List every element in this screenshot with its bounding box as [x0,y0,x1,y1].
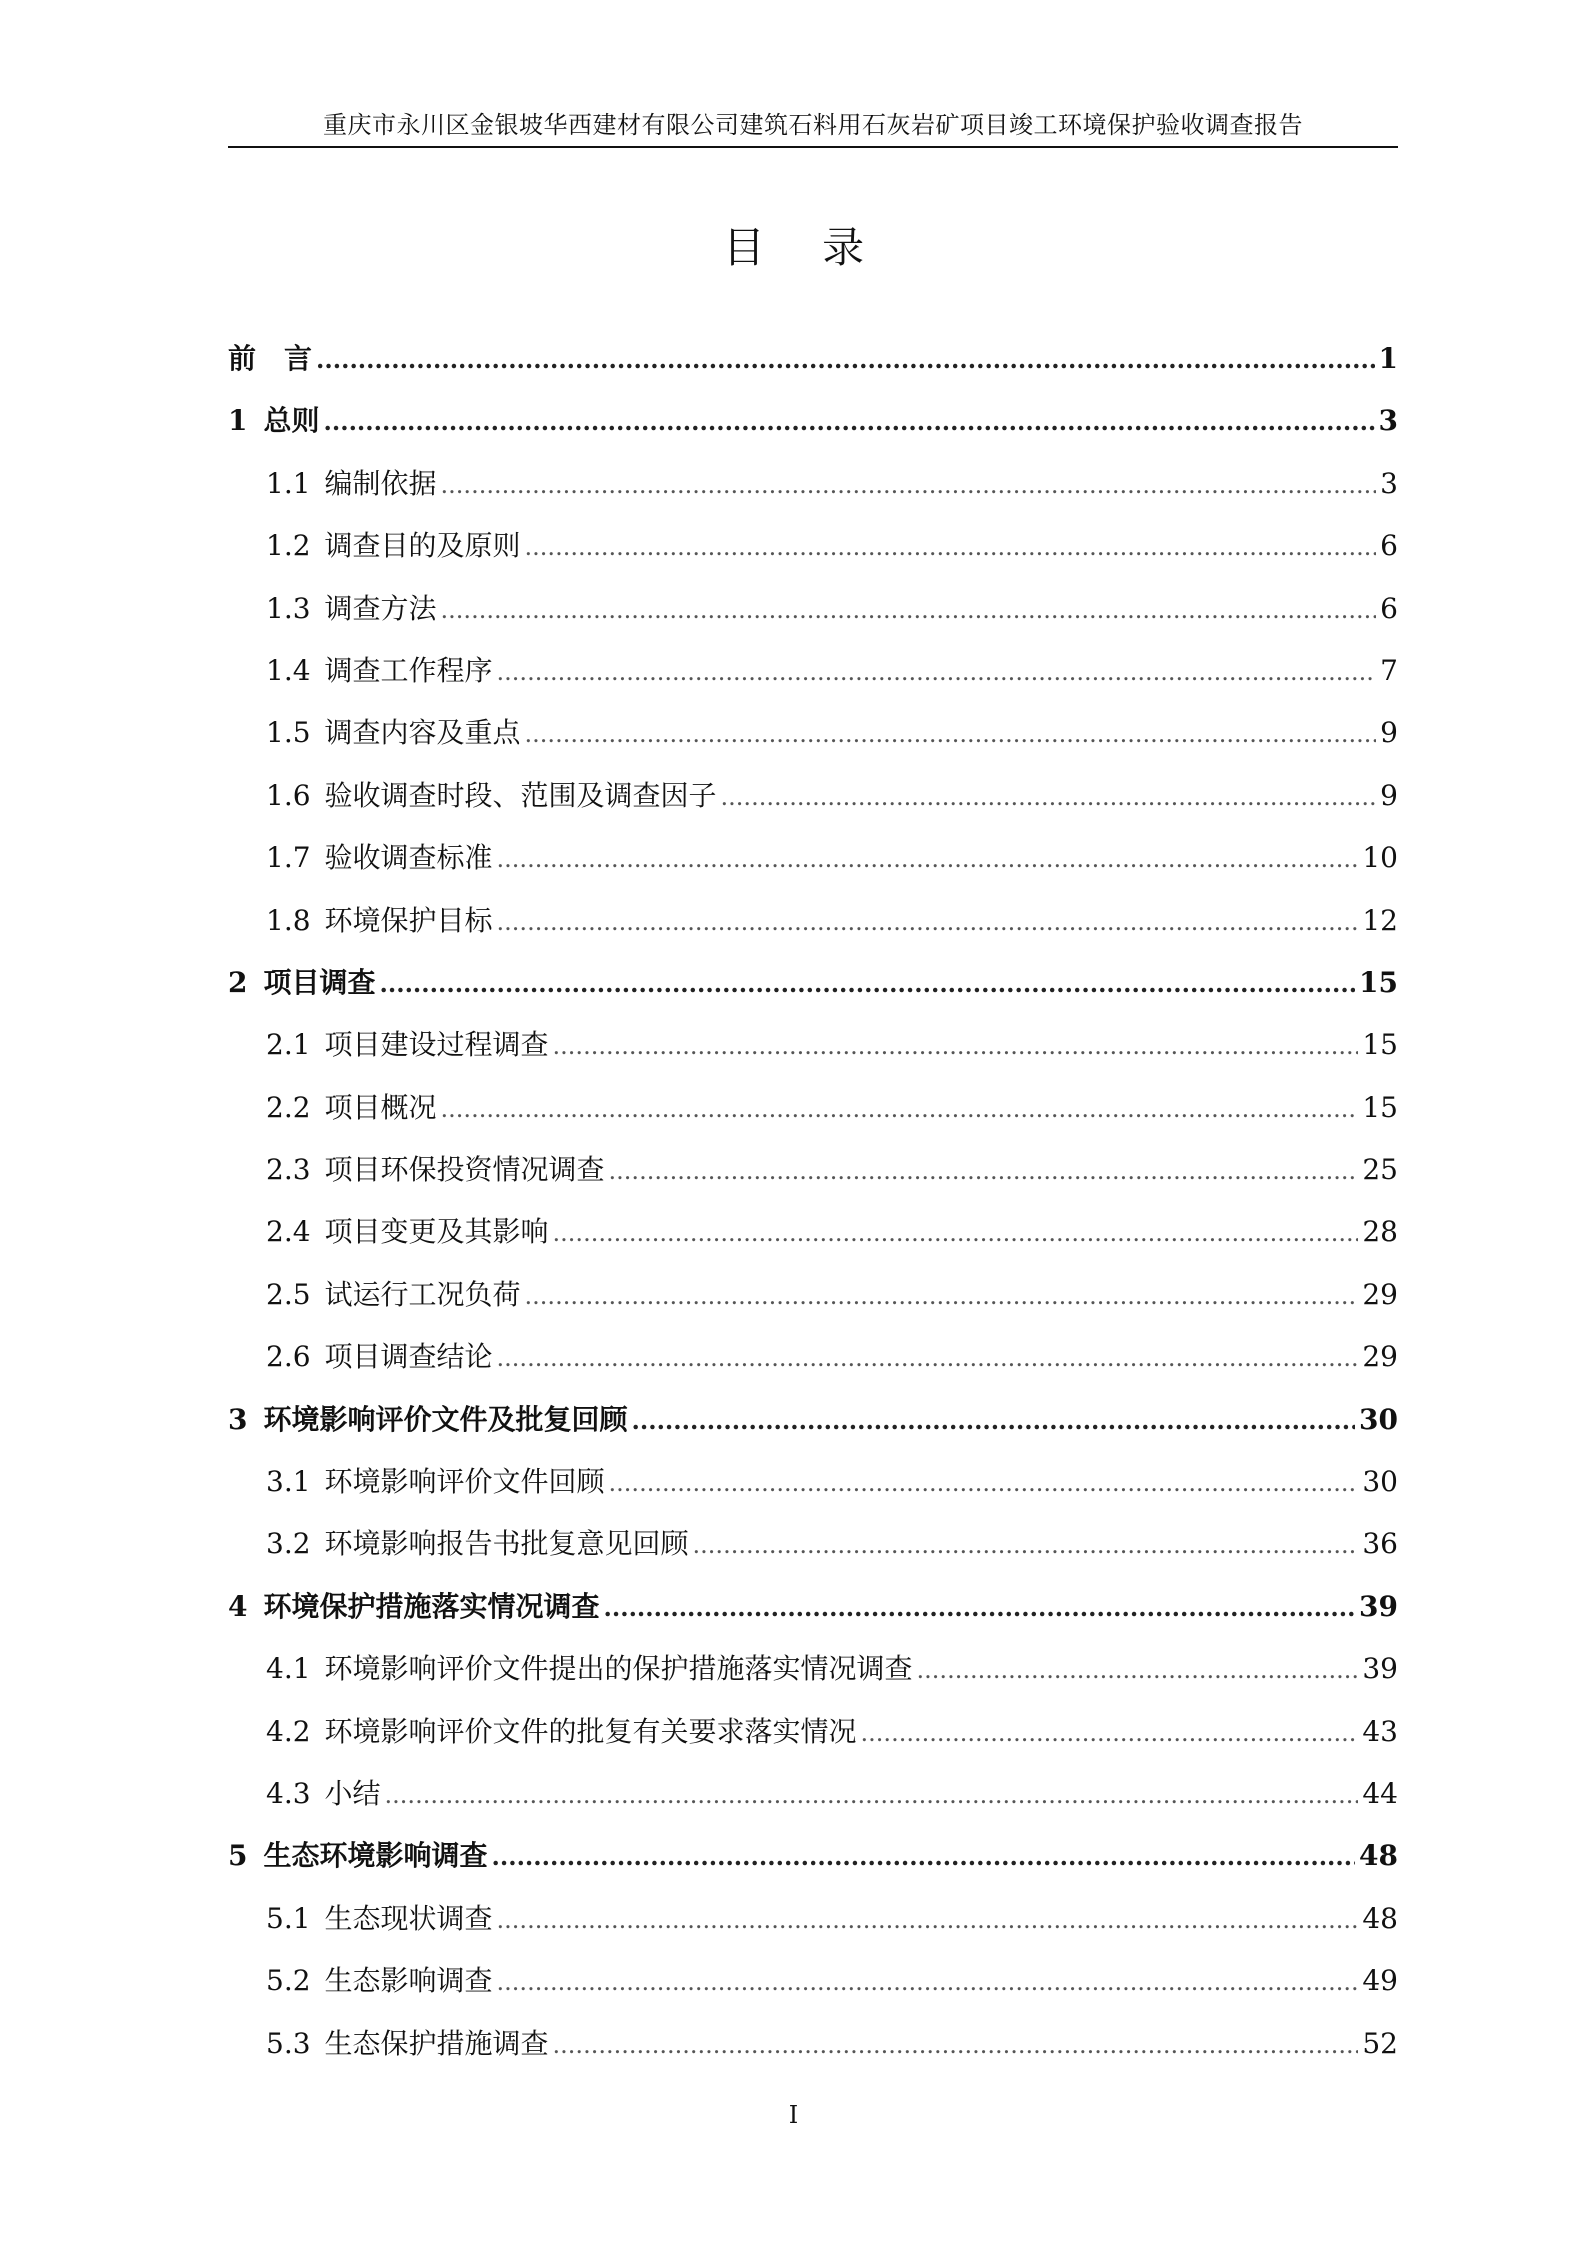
toc-entry-number: 1.5 [266,716,311,750]
toc-leader [693,1514,1359,1576]
toc-entry-page: 30 [1362,1465,1398,1499]
toc-entry-number: 4.3 [266,1776,311,1810]
toc-entry-page: 29 [1362,1340,1398,1374]
toc-entry-page: 48 [1362,1901,1398,1935]
toc-entry-page: 10 [1362,841,1398,875]
toc-entry-number: 1.7 [266,841,311,875]
toc-entry-3[interactable] [228,1389,1398,1451]
toc-leader [441,454,1377,516]
toc-entry-page: 15 [1362,1028,1398,1062]
toc-entry-page: 9 [1380,778,1398,812]
toc-entry-5[interactable] [228,1825,1398,1887]
toc-entry-title: 项目环保投资情况调查 [324,1153,605,1187]
toc-entry-title: 验收调查时段、范围及调查因子 [324,778,717,812]
toc-leader [380,953,1356,1015]
toc-leader [441,1078,1359,1140]
toc-entry-page: 25 [1362,1153,1398,1187]
toc-leader [492,1826,1356,1888]
toc-entry-title: 环境影响评价文件及批复回顾 [263,1402,628,1436]
toc-entry-title: 调查方法 [324,591,437,625]
toc-entry-number: 1.8 [266,903,311,937]
toc-entry-number: 3.1 [266,1465,311,1499]
toc-entry-title: 项目概况 [324,1090,437,1124]
toc-leader [525,1265,1359,1327]
toc-entry-number: 4.2 [266,1714,311,1748]
toc-entry-number: 3 [228,1402,248,1436]
toc-leader [553,1202,1359,1264]
toc-entry-page: 9 [1380,716,1398,750]
toc-leader [609,1452,1359,1514]
toc-entry-title: 环境影响评价文件的批复有关要求落实情况 [324,1714,857,1748]
toc-entry-number: 2 [228,965,248,999]
toc-entry-2-3[interactable] [228,1139,1398,1201]
toc-entry-4-1[interactable] [228,1638,1398,1700]
toc-entry-title: 前 言 [228,342,313,375]
toc-leader [632,1390,1356,1452]
running-header: 重庆市永川区金银坡华西建材有限公司建筑石料用石灰岩矿项目竣工环境保护验收调查报告 [323,111,1303,139]
toc-entry-1-8[interactable] [228,890,1398,952]
toc-leader [553,2014,1359,2076]
toc-entry-page: 15 [1362,1090,1398,1124]
toc-entry-number: 1 [228,404,248,438]
toc-entry-5-1[interactable] [228,1888,1398,1950]
toc-leader [316,329,1375,391]
toc-entry-title: 环境影响评价文件提出的保护措施落实情况调查 [324,1652,913,1686]
toc-entry-1-4[interactable] [228,640,1398,702]
toc-entry-number: 4 [228,1589,248,1623]
toc-entry-2-2[interactable] [228,1077,1398,1139]
toc-entry-number: 1.1 [266,466,311,500]
toc-entry-title: 生态保护措施调查 [324,2026,549,2060]
toc-entry-4-3[interactable] [228,1763,1398,1825]
toc-entry-page: 52 [1362,2026,1398,2060]
toc-entry-title: 小结 [324,1776,381,1810]
toc-entry-2[interactable] [228,952,1398,1014]
toc-entry-title: 生态影响调查 [324,1964,493,1998]
toc-entry-5-3[interactable] [228,2013,1398,2075]
toc-entry-2-4[interactable] [228,1201,1398,1263]
toc-entry-2-6[interactable] [228,1326,1398,1388]
toc-leader [497,1327,1359,1389]
toc-list [228,328,1398,2075]
toc-entry-page: 7 [1380,653,1398,687]
toc-entry-number: 4.1 [266,1652,311,1686]
toc-entry-number: 5 [228,1839,248,1873]
toc-leader [553,1015,1359,1077]
toc-leader [721,766,1377,828]
toc-entry-1-3[interactable] [228,578,1398,640]
toc-leader [385,1764,1359,1826]
toc-leader [861,1702,1359,1764]
toc-leader [525,516,1377,578]
toc-entry-3-2[interactable] [228,1513,1398,1575]
header-rule [228,146,1398,148]
toc-entry-number: 5.1 [266,1901,311,1935]
toc-entry-title: 验收调查标准 [324,841,493,875]
toc-entry-number: 5.3 [266,2026,311,2060]
toc-entry-page: 3 [1378,404,1398,438]
toc-entry-page: 6 [1380,591,1398,625]
toc-entry-number: 2.2 [266,1090,311,1124]
toc-entry-4[interactable] [228,1576,1398,1638]
toc-entry-number: 2.4 [266,1215,311,1249]
toc-entry-page: 12 [1362,903,1398,937]
toc-entry-title: 调查工作程序 [324,653,493,687]
toc-entry-5-2[interactable] [228,1950,1398,2012]
toc-entry-page: 29 [1362,1277,1398,1311]
toc-leader [497,891,1359,953]
toc-entry-page: 39 [1362,1652,1398,1686]
toc-entry-page: 48 [1359,1839,1398,1873]
toc-leader [609,1140,1359,1202]
toc-entry-preface[interactable] [228,328,1398,390]
toc-entry-number: 1.4 [266,653,311,687]
toc-entry-1-1[interactable] [228,453,1398,515]
toc-entry-title: 总则 [263,404,320,438]
toc-leader [917,1639,1359,1701]
toc-entry-2-5[interactable] [228,1264,1398,1326]
toc-entry-title: 环境保护目标 [324,903,493,937]
toc-entry-number: 2.5 [266,1277,311,1311]
toc-entry-number: 1.6 [266,778,311,812]
toc-entry-title: 生态环境影响调查 [263,1839,488,1873]
toc-entry-title: 项目调查结论 [324,1340,493,1374]
toc-entry-page: 49 [1362,1964,1398,1998]
toc-entry-page: 15 [1359,965,1398,999]
toc-entry-title: 试运行工况负荷 [324,1277,521,1311]
toc-entry-1-5[interactable] [228,702,1398,764]
toc-entry-title: 环境保护措施落实情况调查 [263,1589,600,1623]
toc-entry-number: 1.3 [266,591,311,625]
toc-entry-title: 项目变更及其影响 [324,1215,549,1249]
toc-entry-page: 6 [1380,529,1398,563]
toc-entry-page: 44 [1362,1776,1398,1810]
toc-leader [497,641,1377,703]
toc-entry-title: 环境影响评价文件回顾 [324,1465,605,1499]
toc-entry-number: 5.2 [266,1964,311,1998]
toc-entry-1-6[interactable] [228,765,1398,827]
toc-title-text: 目 录 [722,223,887,272]
toc-leader [525,703,1377,765]
toc-entry-title: 项目调查 [263,965,376,999]
toc-entry-3-1[interactable] [228,1451,1398,1513]
toc-entry-title: 调查内容及重点 [324,716,521,750]
toc-leader [604,1577,1356,1639]
toc-entry-title: 编制依据 [324,466,437,500]
toc-entry-number: 3.2 [266,1527,311,1561]
toc-entry-1-2[interactable] [228,515,1398,577]
toc-leader [441,579,1377,641]
toc-leader [497,1889,1359,1951]
toc-entry-page: 3 [1380,466,1398,500]
toc-entry-page: 1 [1378,342,1398,375]
toc-entry-number: 2.6 [266,1340,311,1374]
toc-entry-page: 30 [1359,1402,1398,1436]
toc-entry-title: 环境影响报告书批复意见回顾 [324,1527,689,1561]
toc-leader [324,391,1375,453]
toc-entry-page: 39 [1359,1589,1398,1623]
toc-title [0,218,1587,278]
toc-entry-2-1[interactable] [228,1014,1398,1076]
toc-entry-title: 调查目的及原则 [324,529,521,563]
toc-entry-1-7[interactable] [228,827,1398,889]
toc-entry-number: 2.1 [266,1028,311,1062]
toc-entry-number: 1.2 [266,529,311,563]
toc-entry-number: 2.3 [266,1153,311,1187]
page-number: I [788,2101,799,2129]
toc-leader [497,828,1359,890]
toc-entry-page: 28 [1362,1215,1398,1249]
toc-entry-page: 43 [1362,1714,1398,1748]
toc-leader [497,1951,1359,2013]
toc-entry-page: 36 [1362,1527,1398,1561]
toc-entry-1[interactable] [228,390,1398,452]
toc-entry-4-2[interactable] [228,1701,1398,1763]
toc-entry-title: 生态现状调查 [324,1901,493,1935]
toc-entry-title: 项目建设过程调查 [324,1028,549,1062]
